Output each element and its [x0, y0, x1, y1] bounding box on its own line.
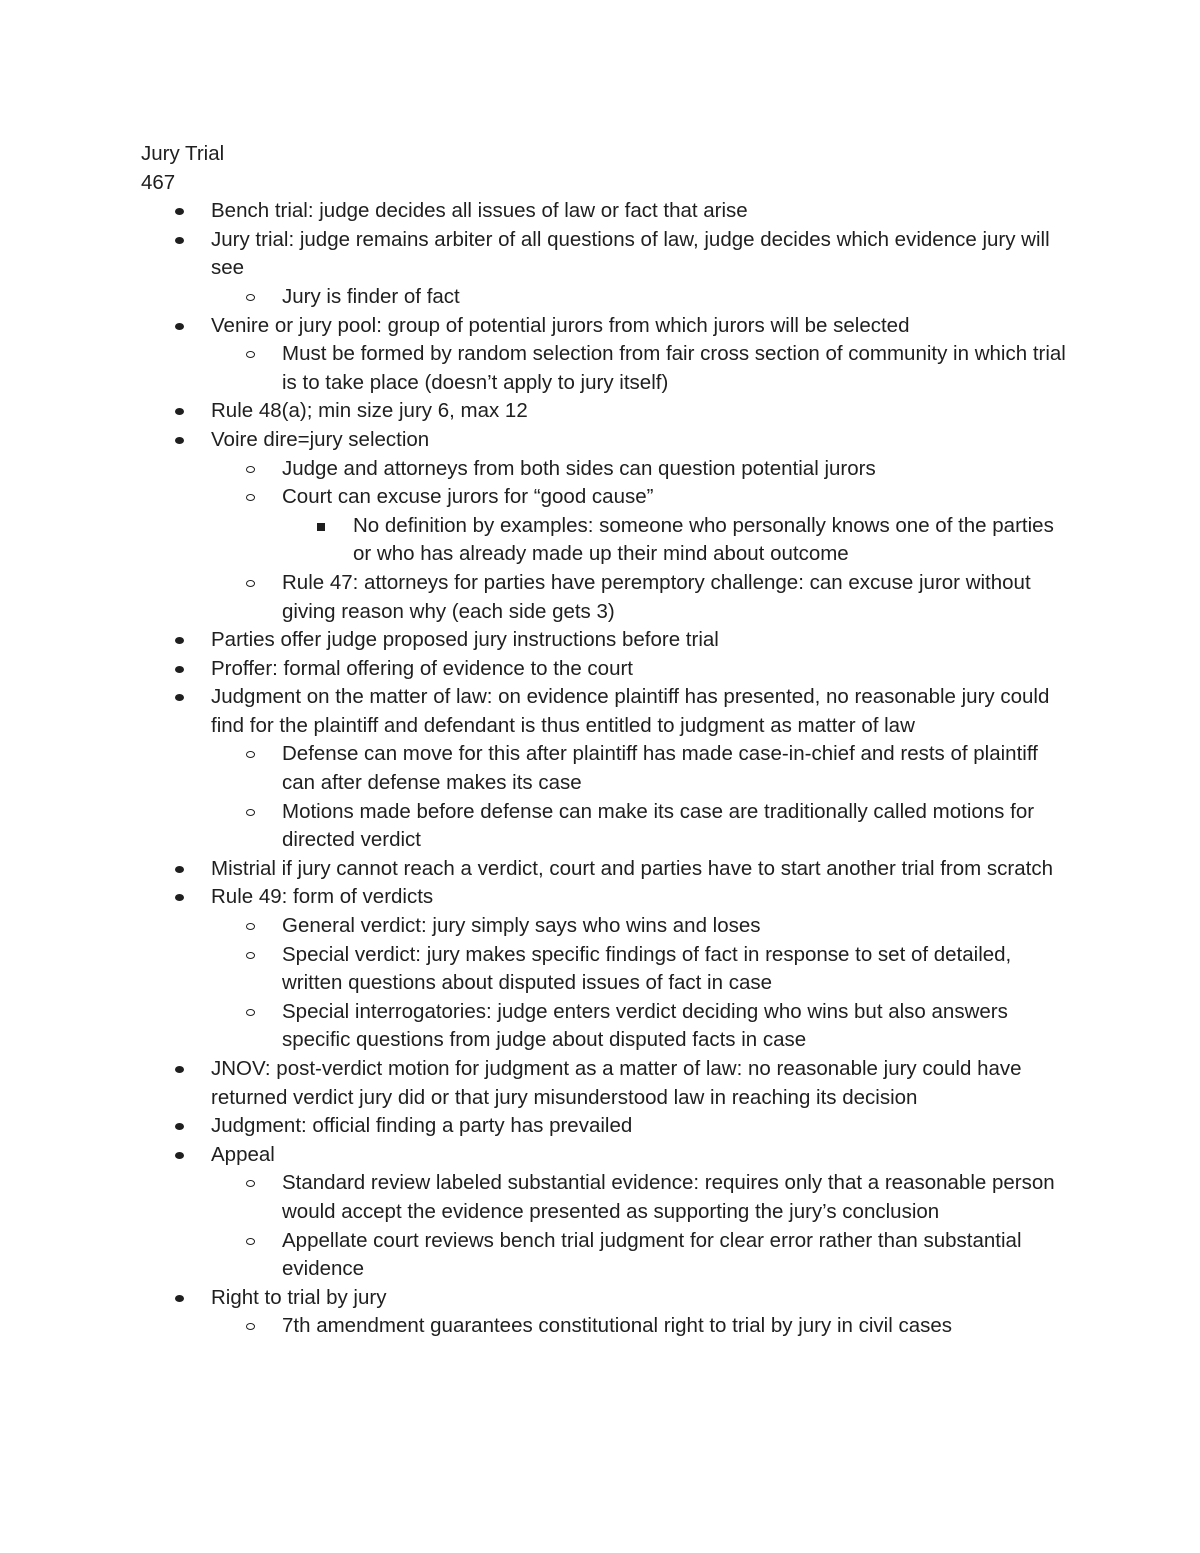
- outline-item-text: Jury trial: judge remains arbiter of all questions of law, judge decides which evidence jury will see: [211, 227, 1050, 280]
- outline-item-text: Defense can move for this after plaintiff has made case-in-chief and rests of plaintiff can after defense makes its case: [282, 742, 1038, 795]
- outline-item-text: Voire dire=jury selection: [211, 427, 430, 451]
- outline-item-level-2: [141, 998, 1071, 1055]
- outline-item-text: Venire or jury pool: group of potential jurors from which jurors will be selected: [211, 313, 910, 337]
- outline-item-text: Rule 49: form of verdicts: [211, 885, 434, 909]
- outline-item-text: Special verdict: jury makes specific findings of fact in response to set of detailed, written questions about disputed issues of fact in case: [282, 942, 1012, 995]
- outline-item-level-2: [141, 569, 1071, 626]
- outline-item-text: Judgment on the matter of law: on evidence plaintiff has presented, no reasonable jury could find for the plaintiff and defendant is thus entitled to judgment as matter of law: [211, 685, 1050, 737]
- outline-item-text: Appeal: [211, 1142, 275, 1166]
- outline-item-level-2: [141, 283, 1071, 312]
- notes-outline: [141, 197, 1071, 1341]
- outline-item-level-3: [141, 512, 1071, 569]
- outline-item-level-2: [141, 340, 1071, 397]
- outline-item-text: Special interrogatories: judge enters verdict deciding who wins but also answers specific questions from judge about disputed facts in case: [282, 999, 1008, 1052]
- outline-item-text: Must be formed by random selection from fair cross section of community in which trial is to take place (doesn’t apply to jury itself): [282, 342, 1066, 394]
- outline-item-text: Right to trial by jury: [211, 1285, 387, 1309]
- outline-item-level-1: [141, 397, 1071, 426]
- outline-item-text: Proffer: formal offering of evidence to the court: [211, 656, 634, 680]
- outline-item-level-1: [141, 1141, 1071, 1170]
- outline-item-level-1: [141, 683, 1071, 740]
- outline-item-level-1: [141, 855, 1071, 884]
- outline-item-text: Bench trial: judge decides all issues of law or fact that arise: [211, 199, 748, 223]
- outline-item-level-2: [141, 912, 1071, 941]
- outline-item-level-2: [141, 1227, 1071, 1284]
- outline-item-level-1: [141, 1284, 1071, 1313]
- outline-item-level-2: [141, 941, 1071, 998]
- document-title: Jury Trial: [141, 142, 225, 165]
- outline-item-level-1: [141, 312, 1071, 341]
- outline-item-text: Parties offer judge proposed jury instructions before trial: [211, 628, 719, 652]
- outline-item-level-2: [141, 1312, 1071, 1341]
- outline-item-level-1: [141, 883, 1071, 912]
- outline-item-text: Judgment: official finding a party has prevailed: [211, 1114, 633, 1138]
- outline-item-level-1: [141, 1112, 1071, 1141]
- outline-item-text: Court can excuse jurors for “good cause”: [282, 485, 654, 509]
- outline-item-level-2: [141, 483, 1071, 512]
- outline-item-text: Rule 48(a); min size jury 6, max 12: [211, 399, 528, 423]
- outline-item-level-2: [141, 740, 1071, 797]
- outline-item-text: General verdict: jury simply says who wins and loses: [282, 914, 761, 938]
- outline-item-text: Judge and attorneys from both sides can question potential jurors: [282, 456, 876, 480]
- outline-item-level-1: [141, 197, 1071, 226]
- outline-item-level-1: [141, 1055, 1071, 1112]
- outline-item-text: No definition by examples: someone who personally knows one of the parties or who has already made up their mind about outcome: [353, 513, 1054, 566]
- outline-item-text: Appellate court reviews bench trial judgment for clear error rather than substantial evidence: [282, 1228, 1022, 1281]
- outline-item-text: Jury is finder of fact: [282, 284, 460, 308]
- outline-item-text: Motions made before defense can make its case are traditionally called motions for directed verdict: [282, 799, 1035, 852]
- outline-item-text: Standard review labeled substantial evidence: requires only that a reasonable person would accept the evidence presented as supporting the jury’s conclusion: [282, 1171, 1055, 1223]
- outline-item-level-1: [141, 626, 1071, 655]
- outline-item-text: Mistrial if jury cannot reach a verdict, court and parties have to start another trial from scratch: [211, 856, 1053, 880]
- outline-item-level-1: [141, 426, 1071, 455]
- outline-item-text: Rule 47: attorneys for parties have peremptory challenge: can excuse juror without giving reason why (each side gets 3): [282, 570, 1031, 623]
- page-reference: 467: [141, 170, 176, 194]
- outline-item-level-2: [141, 1169, 1071, 1226]
- outline-item-text: 7th amendment guarantees constitutional right to trial by jury in civil cases: [282, 1314, 953, 1338]
- document-body: [141, 140, 1071, 1341]
- outline-item-level-2: [141, 798, 1071, 855]
- outline-item-level-1: [141, 226, 1071, 283]
- outline-item-level-1: [141, 655, 1071, 684]
- outline-item-text: JNOV: post-verdict motion for judgment as a matter of law: no reasonable jury could have returned verdict jury did or that jury misunderstood law in reaching its decision: [211, 1057, 1022, 1109]
- outline-item-level-2: [141, 455, 1071, 484]
